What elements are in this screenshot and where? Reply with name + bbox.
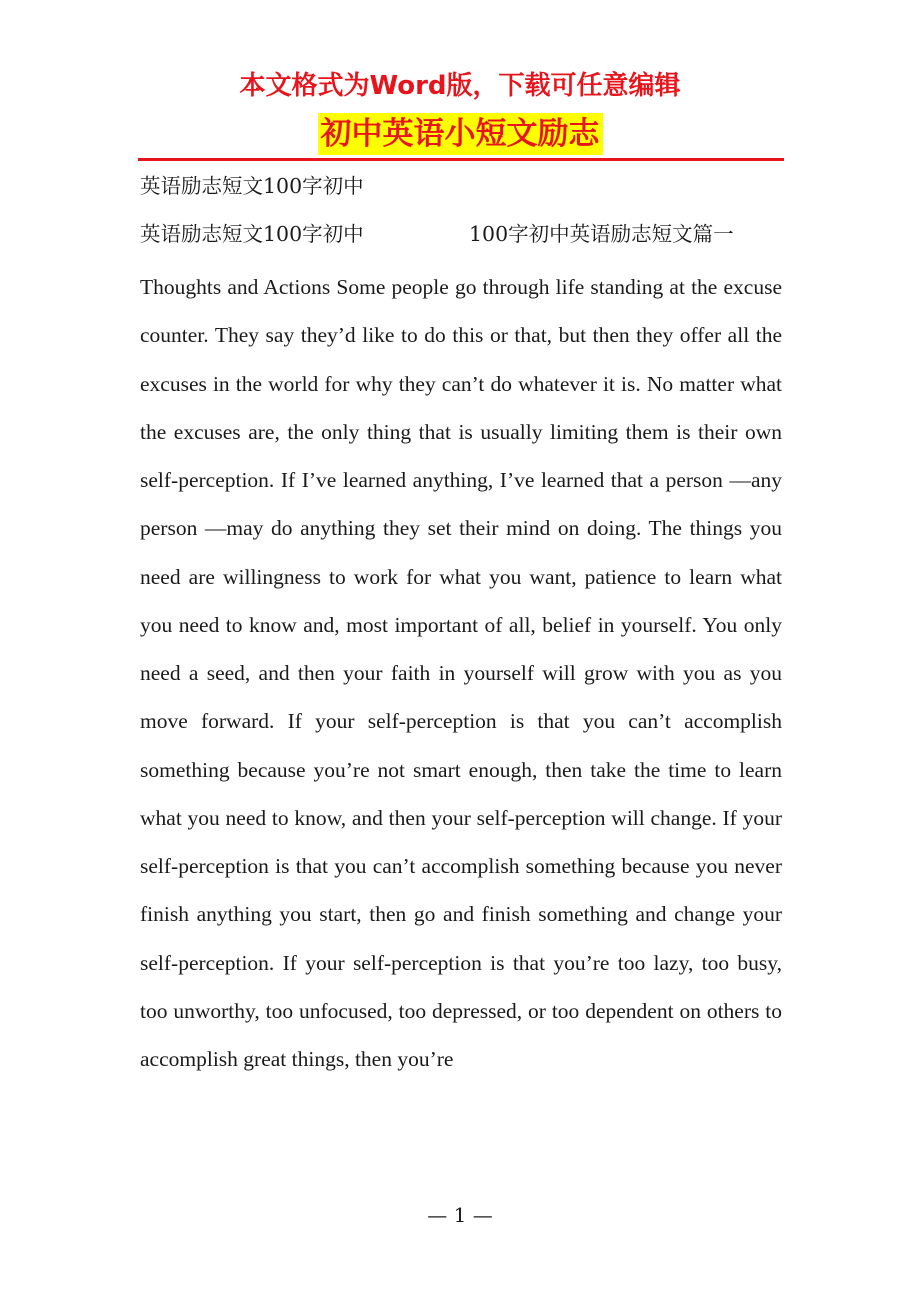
subtitle-line-1: 英语励志短文100字初中	[140, 174, 364, 198]
document-title: 初中英语小短文励志	[318, 113, 603, 155]
subtitle-line-2-left: 英语励志短文100字初中	[140, 222, 364, 246]
subtitle-line-2	[140, 220, 784, 248]
format-banner: 本文格式为Word版，下载可任意编辑	[239, 71, 681, 101]
title-divider	[138, 158, 784, 161]
subtitle-line-2-right: 100字初中英语励志短文篇一	[469, 222, 734, 246]
page-number: — 1 —	[427, 1203, 493, 1227]
body-paragraph: Thoughts and Actions Some people go through life standing at the excuse counter. They say they’d like to do this or that, but then they offer all the excuses in the world for why they can’t do whatever it is. No matter what the excuses are, the only thing that is usually limiting them is their own self-perception. If I’ve learned anything, I’ve learned that a person —any person —may do anything they set their mind on doing. The things you need are willingness to work for what you want, patience to learn what you need to know and, most important of all, belief in yourself. You only need a seed, and then your faith in yourself will grow with you as you move forward. If your self-perception is that you can’t accomplish something because you’re not smart enough, then take the time to learn what you need to know, and then your self-perception will change. If your self-perception is that you can’t accomplish something because you never finish anything you start, then go and finish something and change your self-perception. If your self-perception is that you’re too lazy, too busy, too unworthy, too unfocused, too depressed, or too dependent on others to accomplish great things, then you’re	[140, 275, 782, 1071]
title-container	[0, 113, 920, 155]
